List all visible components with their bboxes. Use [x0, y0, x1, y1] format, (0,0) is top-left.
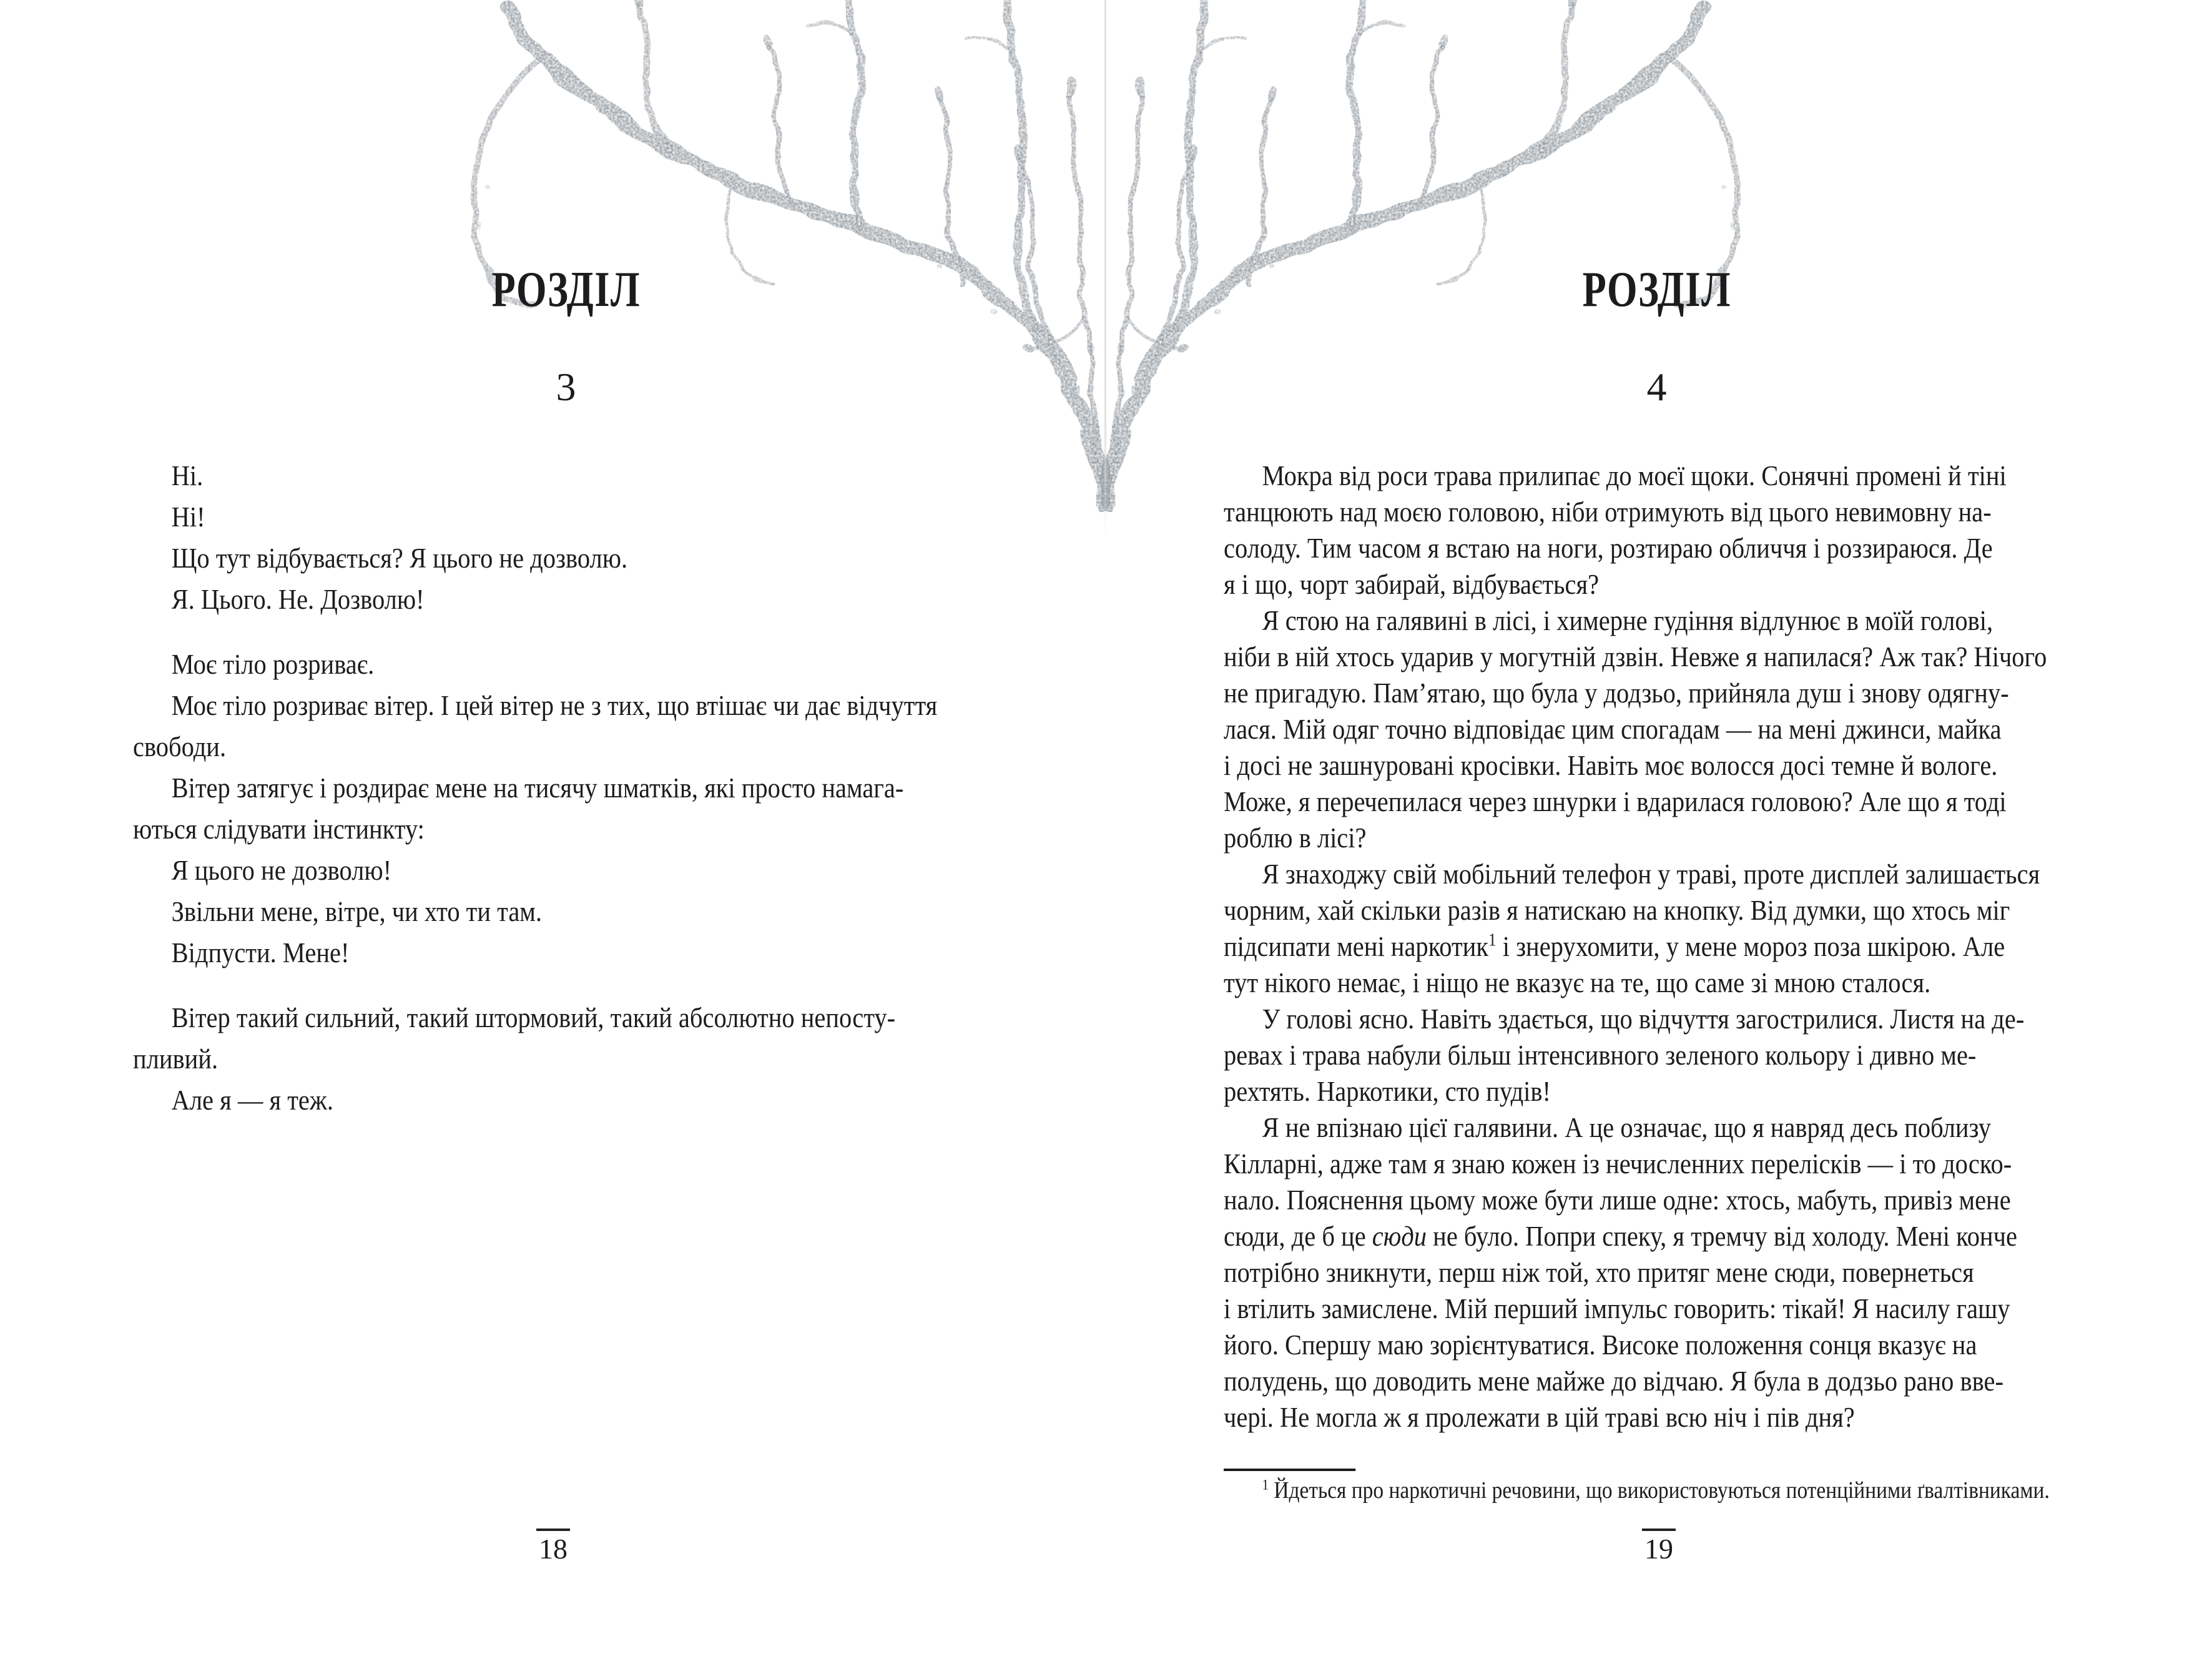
page-number-rule [1642, 1529, 1676, 1531]
body-line: чері. Не могла ж я пролежати в цій траві всю ніч і пів дня? [1224, 1401, 1855, 1433]
gutter-seam [1104, 0, 1106, 542]
paragraph-group [133, 997, 999, 1121]
body-line: Вітер затягує і роздирає мене на тисячу шматків, які просто намага- [171, 772, 904, 804]
body-line: Кілларні, адже там я знаю кожен із нечисленних перелісків — і то доско- [1224, 1148, 2012, 1179]
body-line: тут нікого немає, і ніщо не вказує на те, що саме зі мною сталося. [1224, 967, 1931, 998]
chapter-number: 4 [1646, 365, 1667, 409]
body-line: Що тут відбувається? Я цього не дозволю. [171, 542, 628, 574]
body-line: Ні. [171, 460, 204, 491]
body-line: Я стою на галявині в лісі, і химерне гудіння відлунює в моїй голові, [1262, 604, 1993, 636]
footnote-rule [1224, 1469, 1355, 1471]
page-footer-right [1584, 1529, 1734, 1565]
page-body-right [1224, 458, 2090, 1435]
footnote [1224, 1469, 2090, 1505]
body-line: Але я — я теж. [171, 1084, 333, 1116]
page-footer-left [478, 1529, 628, 1565]
body-line: не пригадую. Пам’ятаю, що була у додзьо, прийняла душ і знову одягну- [1224, 677, 2009, 709]
body-line: нало. Пояснення цьому може бути лише одне: хтось, мабуть, привіз мене [1224, 1184, 2011, 1216]
paragraph-group [133, 455, 999, 620]
body-line: і втілить замислене. Мій перший імпульс говорить: тікай! Я насилу гашу [1224, 1292, 2010, 1324]
body-line: Я. Цього. Не. Дозволю! [171, 583, 425, 615]
body-line: Мокра від роси трава прилипає до моєї щоки. Сонячні промені й тіні [1262, 460, 2007, 491]
footnote-body: Йдеться про наркотичні речовини, що використовуються потенційними ґвалтівниками. [1268, 1477, 2050, 1504]
body-line: свободи. [133, 731, 227, 762]
body-line: ються слідувати інстинкту: [133, 813, 425, 845]
body-line: Вітер такий сильний, такий штормовий, такий абсолютно непосту- [171, 1002, 896, 1033]
body-line: Відпусти. Мене! [171, 937, 350, 968]
body-line: його. Спершу маю зорієнтуватися. Високе положення сонця вказує на [1224, 1329, 1977, 1361]
body-line: танцюють над моєю головою, ніби отримують від цього невимовну на- [1224, 496, 1992, 528]
chapter-number: 3 [556, 365, 576, 409]
body-line: я і що, чорт забирай, відбувається? [1224, 568, 1600, 600]
chapter-heading-left [133, 262, 999, 317]
page-number: 19 [1644, 1533, 1673, 1565]
body-line: підсипати мені наркотик$^1$ і знерухомити, у мене мороз поза шкірою. Але [1224, 930, 2005, 962]
body-line: Може, я перечепилася через шнурки і вдарилася головою? Але що я тоді [1224, 785, 2007, 817]
paragraph-group [133, 644, 999, 973]
body-line: Звільни мене, вітре, чи хто ти там. [171, 895, 543, 927]
body-line: полудень, що доводить мене майже до відчаю. Я була в додзьо рано вве- [1224, 1365, 2003, 1397]
body-line: і досі не зашнуровані кросівки. Навіть моє волосся досі темне й вологе. [1224, 749, 1998, 781]
body-line: рехтять. Наркотики, сто пудів! [1224, 1075, 1551, 1107]
chapter-heading-right [1224, 262, 2090, 317]
body-line: роблю в лісі? [1224, 822, 1367, 854]
page-number-rule [536, 1529, 570, 1531]
body-line: Ні! [171, 501, 205, 533]
footnote-text [1224, 1476, 2090, 1505]
page-body-left [133, 455, 999, 1121]
body-line: Я цього не дозволю! [171, 854, 392, 886]
chapter-label: РОЗДІЛ [1582, 262, 1731, 317]
chapter-label: РОЗДІЛ [491, 262, 641, 317]
footnote-marker: 1 [1262, 1477, 1269, 1494]
body-line: ніби в ній хтось ударив у могутній дзвін. Невже я напилася? Аж так? Нічого [1224, 641, 2047, 672]
page-number: 18 [539, 1533, 568, 1565]
body-line: потрібно зникнути, перш ніж той, хто притяг мене сюди, повернеться [1224, 1256, 1974, 1288]
body-line: сюди, де б це сюди не було. Попри спеку, я тремчу від холоду. Мені конче [1224, 1220, 2017, 1252]
body-line: ревах і трава набули більш інтенсивного зеленого кольору і дивно ме- [1224, 1039, 1977, 1071]
body-line: Моє тіло розриває. [171, 648, 375, 680]
body-line: Я не впізнаю цієї галявини. А це означає, що я навряд десь поблизу [1262, 1111, 1991, 1143]
body-line: У голові ясно. Навіть здається, що відчуття загострилися. Листя на де- [1262, 1003, 2025, 1035]
body-line: Моє тіло розриває вітер. І цей вітер не з тих, що втішає чи дає відчуття [171, 689, 938, 721]
body-line: лася. Мій одяг точно відповідає цим спогадам — на мені джинси, майка [1224, 713, 2002, 745]
body-line: Я знаходжу свій мобільний телефон у траві, проте дисплей залишається [1262, 858, 2040, 890]
body-line: чорним, хай скільки разів я натискаю на кнопку. Від думки, що хтось міг [1224, 894, 2010, 926]
body-line: пливий. [133, 1043, 219, 1075]
body-line: солоду. Тим часом я встаю на ноги, розтираю обличчя і роззираюся. Де [1224, 532, 1993, 564]
